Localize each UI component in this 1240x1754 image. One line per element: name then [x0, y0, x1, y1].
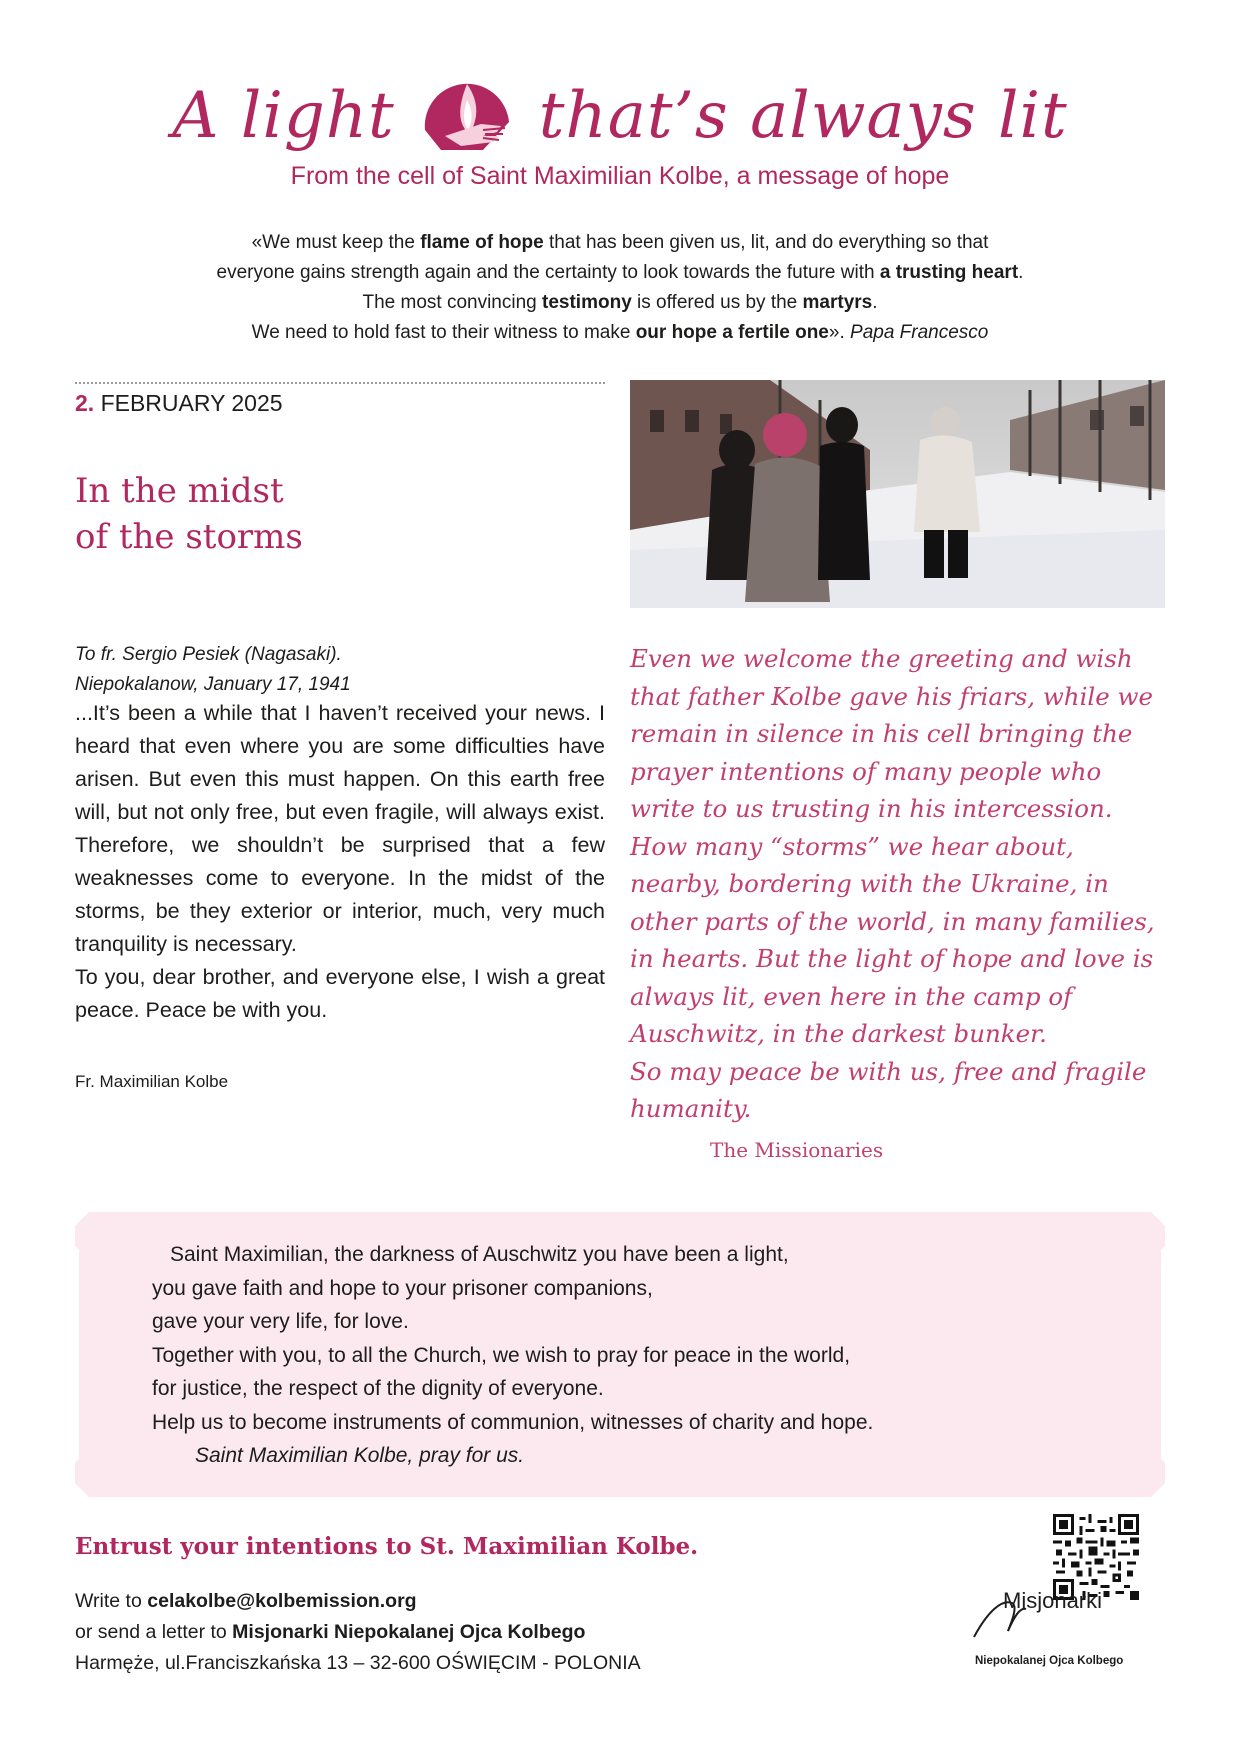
logo-name: Misjonarki — [1003, 1588, 1103, 1613]
flame-hands-icon — [421, 70, 513, 162]
contact-letter-line: or send a letter to Misjonarki Niepokalanej Ojca Kolbego — [75, 1621, 586, 1643]
prayer-text — [150, 1238, 1100, 1473]
letter-body — [75, 697, 605, 1027]
missionaries-reflection — [630, 640, 1170, 1128]
title-right: that’s always lit — [538, 79, 1068, 153]
prayer-line: Help us to become instruments of communion, witnesses of charity and hope. — [152, 1410, 874, 1434]
subtitle: From the cell of Saint Maximilian Kolbe, a message of hope — [290, 162, 950, 190]
quote-line-3: The most convincing testimony is offered us by the martyrs. — [362, 292, 878, 313]
date-day: 2. — [75, 390, 95, 416]
date-month-year: FEBRUARY 2025 — [100, 390, 283, 416]
prayer-invocation: Saint Maximilian Kolbe, pray for us. — [195, 1444, 525, 1467]
letter-signature: Fr. Maximilian Kolbe — [75, 1072, 229, 1091]
contact-address: Harmęże, ul.Franciszkańska 13 – 32-600 OŚWIĘCIM - POLONIA — [75, 1652, 641, 1674]
org-name: Misjonarki Niepokalanej Ojca Kolbego — [232, 1621, 586, 1643]
letter-paragraph: ...It’s been a while that I haven’t received your news. I heard that even where you are some difficulties have arisen. But even this must happen. On this earth free will, but not only free, but even fragile, will always exist. Therefore, we shouldn’t be surprised that a few weaknesses come to everyone. In the midst of the storms, be they exterior or interior, much, very much tranquility is necessary. — [75, 701, 605, 956]
pope-quote — [110, 228, 1130, 348]
email-link[interactable]: celakolbe@kolbemission.org — [147, 1590, 417, 1612]
prayer-line: Together with you, to all the Church, we wish to pray for peace in the world, — [152, 1343, 851, 1367]
reflection-paragraph: Even we welcome the greeting and wish that father Kolbe gave his friars, while we remain in silence in his cell bringing the prayer intentions of many people who write to us trusting in his intercession. How many “storms” we hear about, nearby, bordering with the Ukraine, in other parts of the world, in many families, in hearts. But the light of hope and love is always lit, even here in the camp of Auschwitz, in the darkest bunker. — [630, 644, 1155, 1048]
date — [75, 390, 283, 417]
article-title: In the midst of the storms — [75, 471, 303, 557]
reflection-signature: The Missionaries — [710, 1138, 884, 1162]
contact-email-line: Write to celakolbe@kolbemission.org — [75, 1590, 417, 1612]
quote-line-1: «We must keep the flame of hope that has been given us, lit, and do everything so that — [251, 232, 989, 253]
prayer-line: Saint Maximilian, the darkness of Auschwitz you have been a light, — [170, 1243, 789, 1266]
quote-line-2: everyone gains strength again and the certainty to look towards the future with a trusting heart. — [216, 262, 1024, 283]
reflection-paragraph: So may peace be with us, free and fragile humanity. — [630, 1056, 1147, 1123]
quote-author: Papa Francesco — [850, 322, 989, 343]
letter-paragraph: To you, dear brother, and everyone else, I wish a great peace. Peace be with you. — [75, 965, 605, 1022]
contact-info — [75, 1586, 641, 1679]
letter-place-date: Niepokalanow, January 17, 1941 — [75, 674, 351, 695]
entrust-heading: Entrust your intentions to St. Maximilian Kolbe. — [75, 1533, 699, 1560]
prayer-line: gave your very life, for love. — [152, 1310, 409, 1333]
divider — [75, 382, 605, 384]
title-left: A light — [172, 79, 395, 153]
prayer-line: you gave faith and hope to your prisoner companions, — [152, 1276, 653, 1300]
letter-addressee: To fr. Sergio Pesiek (Nagasaki). — [75, 644, 342, 665]
page-title — [0, 66, 1240, 166]
logo-subtitle: Niepokalanej Ojca Kolbego — [975, 1655, 1124, 1667]
auschwitz-snow-photo — [630, 380, 1165, 608]
letter-header — [75, 640, 605, 700]
quote-line-4: We need to hold fast to their witness to make our hope a fertile one». Papa Francesco — [251, 322, 989, 343]
prayer-line: for justice, the respect of the dignity of everyone. — [152, 1377, 604, 1400]
